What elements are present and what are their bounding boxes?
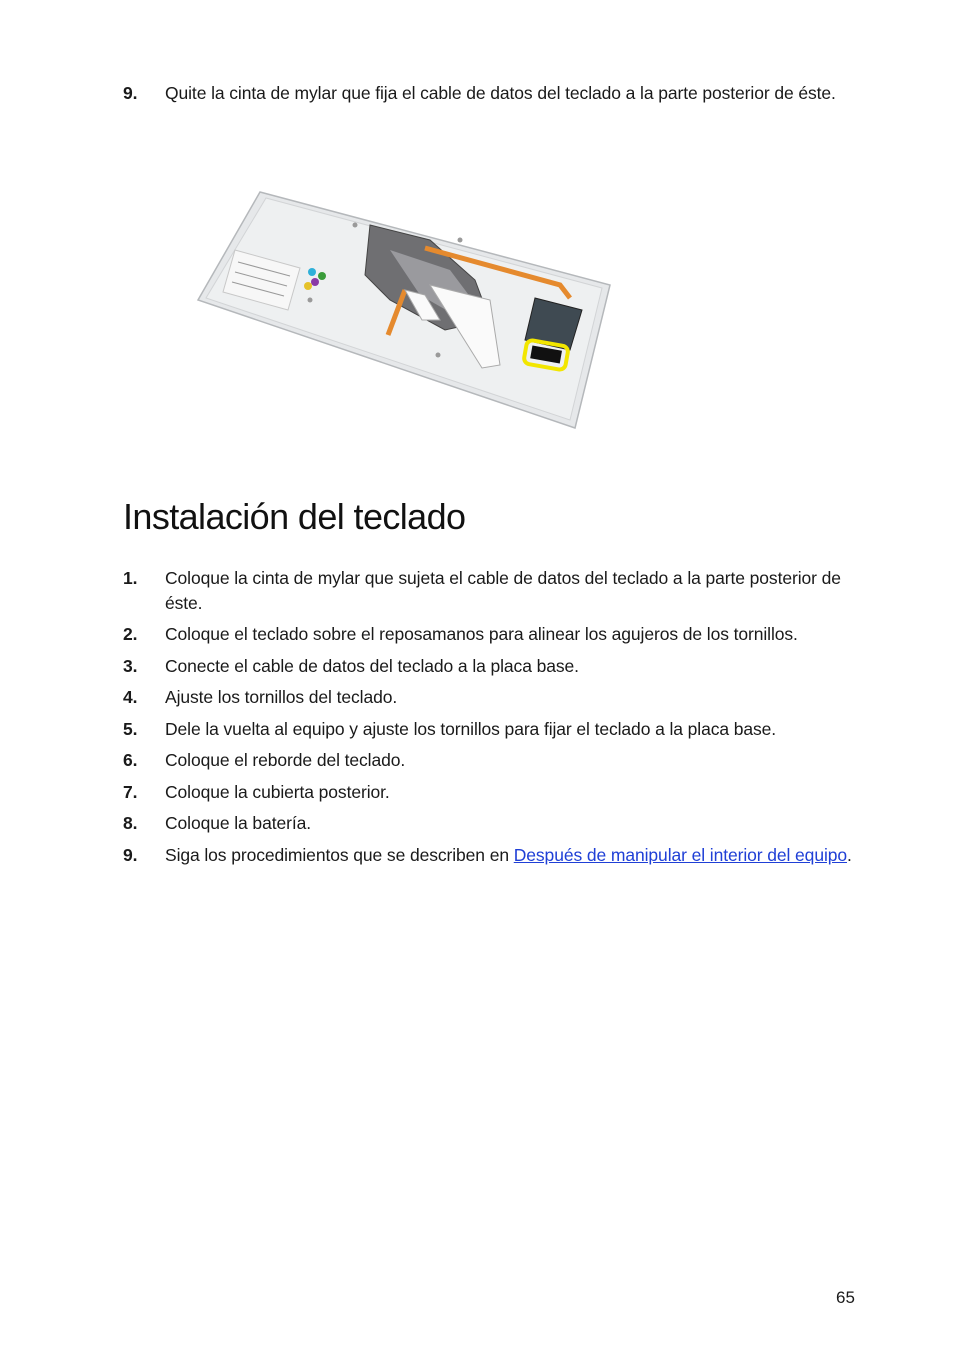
step-text: Ajuste los tornillos del teclado.: [165, 687, 398, 707]
step-2: [123, 622, 853, 647]
step-text: Coloque el teclado sobre el reposamanos para alinear los agujeros de los tornillos.: [165, 624, 798, 644]
step-number: 6.: [123, 750, 138, 770]
keyboard-back-image: [190, 180, 620, 440]
step-6: [123, 748, 853, 773]
step-text: Quite la cinta de mylar que fija el cable de datos del teclado a la parte posterior de éste.: [165, 83, 836, 103]
step-text-after: .: [847, 845, 852, 865]
step-number: 9.: [123, 83, 138, 103]
step-text: Coloque la cinta de mylar que sujeta el cable de datos del teclado a la parte posterior de éste.: [165, 568, 841, 613]
step-text: [165, 843, 853, 868]
step-1: [123, 566, 853, 616]
step-4: [123, 685, 853, 710]
step-number: 2.: [123, 624, 138, 644]
step-text: Coloque la batería.: [165, 813, 311, 833]
intro-step: [123, 81, 853, 106]
step-number: 9.: [123, 845, 138, 865]
step-8: [123, 811, 853, 836]
step-text: Conecte el cable de datos del teclado a la placa base.: [165, 656, 579, 676]
step-text-before: Siga los procedimientos que se describen en: [165, 845, 514, 865]
step-7: [123, 780, 853, 805]
step-number: 3.: [123, 656, 138, 676]
step-number: 4.: [123, 687, 138, 707]
step-9: [123, 843, 853, 868]
step-number: 7.: [123, 782, 138, 802]
keyboard-figure: [190, 180, 620, 440]
step-5: [123, 717, 853, 742]
step-text: Coloque la cubierta posterior.: [165, 782, 390, 802]
step-text: Dele la vuelta al equipo y ajuste los tornillos para fijar el teclado a la placa base.: [165, 719, 777, 739]
step-number: 1.: [123, 568, 138, 588]
page-number: 65: [836, 1288, 855, 1307]
step-number: 8.: [123, 813, 138, 833]
step-text: Coloque el reborde del teclado.: [165, 750, 406, 770]
section-title: Instalación del teclado: [123, 496, 466, 537]
after-working-inside-link[interactable]: Después de manipular el interior del equipo: [513, 845, 848, 865]
step-number: 5.: [123, 719, 138, 739]
step-3: [123, 654, 853, 679]
